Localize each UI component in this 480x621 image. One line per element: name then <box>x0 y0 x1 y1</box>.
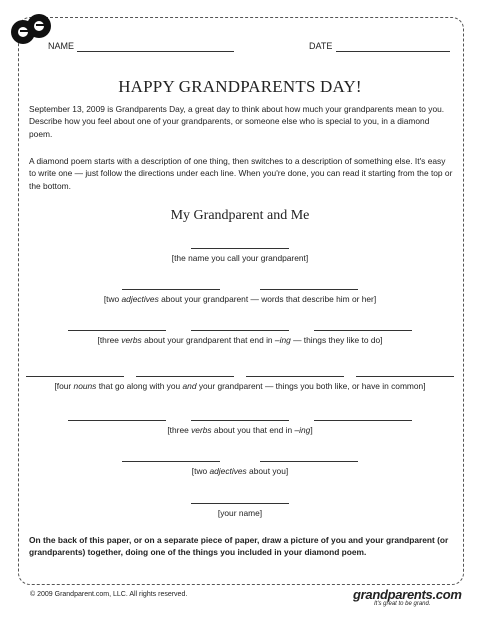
poem-blank-5a[interactable] <box>68 420 166 421</box>
date-label: DATE <box>309 41 333 51</box>
poem-blank-5c[interactable] <box>314 420 412 421</box>
poem-blank-4d[interactable] <box>356 376 454 377</box>
poem-title: My Grandparent and Me <box>170 208 310 223</box>
brand-tagline: It's great to be grand. <box>374 601 431 607</box>
poem-blank-4b[interactable] <box>136 376 234 377</box>
poem-blank-5b[interactable] <box>191 420 289 421</box>
page-title: HAPPY GRANDPARENTS DAY! <box>118 77 362 96</box>
poem-blank-6a[interactable] <box>122 461 220 462</box>
poem-caption-3: [three verbs about your grandparent that end in –ing — things they like to do] <box>97 335 383 345</box>
poem-blank-2a[interactable] <box>122 289 220 290</box>
poem-caption-7: [your name] <box>217 508 263 518</box>
brand-logo-text: grandparents.com <box>353 587 462 602</box>
date-field[interactable] <box>336 51 450 52</box>
poem-blank-3a[interactable] <box>68 330 166 331</box>
poem-blank-7[interactable] <box>191 503 289 504</box>
poem-blank-3c[interactable] <box>314 330 412 331</box>
intro-paragraph-2: A diamond poem starts with a description of one thing, then switches to a description of something else. It's easy to write one — just follow the directions under each line. When you're done, you can read it starting from the top or the bottom. <box>29 156 453 191</box>
poem-caption-4: [four nouns that go along with you and your grandparent — things you both like, or have in common] <box>54 381 426 391</box>
name-field[interactable] <box>77 51 234 52</box>
poem-caption-6: [two adjectives about you] <box>191 466 289 476</box>
poem-caption-2: [two adjectives about your grandparent — words that describe him or her] <box>103 294 377 304</box>
poem-blank-4a[interactable] <box>26 376 124 377</box>
poem-caption-5: [three verbs about you that end in –ing] <box>167 425 313 435</box>
poem-caption-1: [the name you call your grandparent] <box>171 253 309 263</box>
name-label: NAME <box>48 41 75 51</box>
intro-paragraph-1: September 13, 2009 is Grandparents Day, a great day to think about how much your grandparents mean to you. Describe how you feel about one of your grandparents, or someone else who is special to you, in a diamond poem. <box>29 104 445 139</box>
poem-blank-1[interactable] <box>191 248 289 249</box>
poem-blank-2b[interactable] <box>260 289 358 290</box>
poem-blank-4c[interactable] <box>246 376 344 377</box>
closing-instructions: On the back of this paper, or on a separate piece of paper, draw a picture of you and your grandparent (or grandparents) together, doing one of the things you included in your diamond poem. <box>29 535 449 557</box>
copyright-notice: © 2009 Grandparent.com, LLC. All rights reserved. <box>30 591 188 598</box>
poem-blank-3b[interactable] <box>191 330 289 331</box>
poem-blank-6b[interactable] <box>260 461 358 462</box>
